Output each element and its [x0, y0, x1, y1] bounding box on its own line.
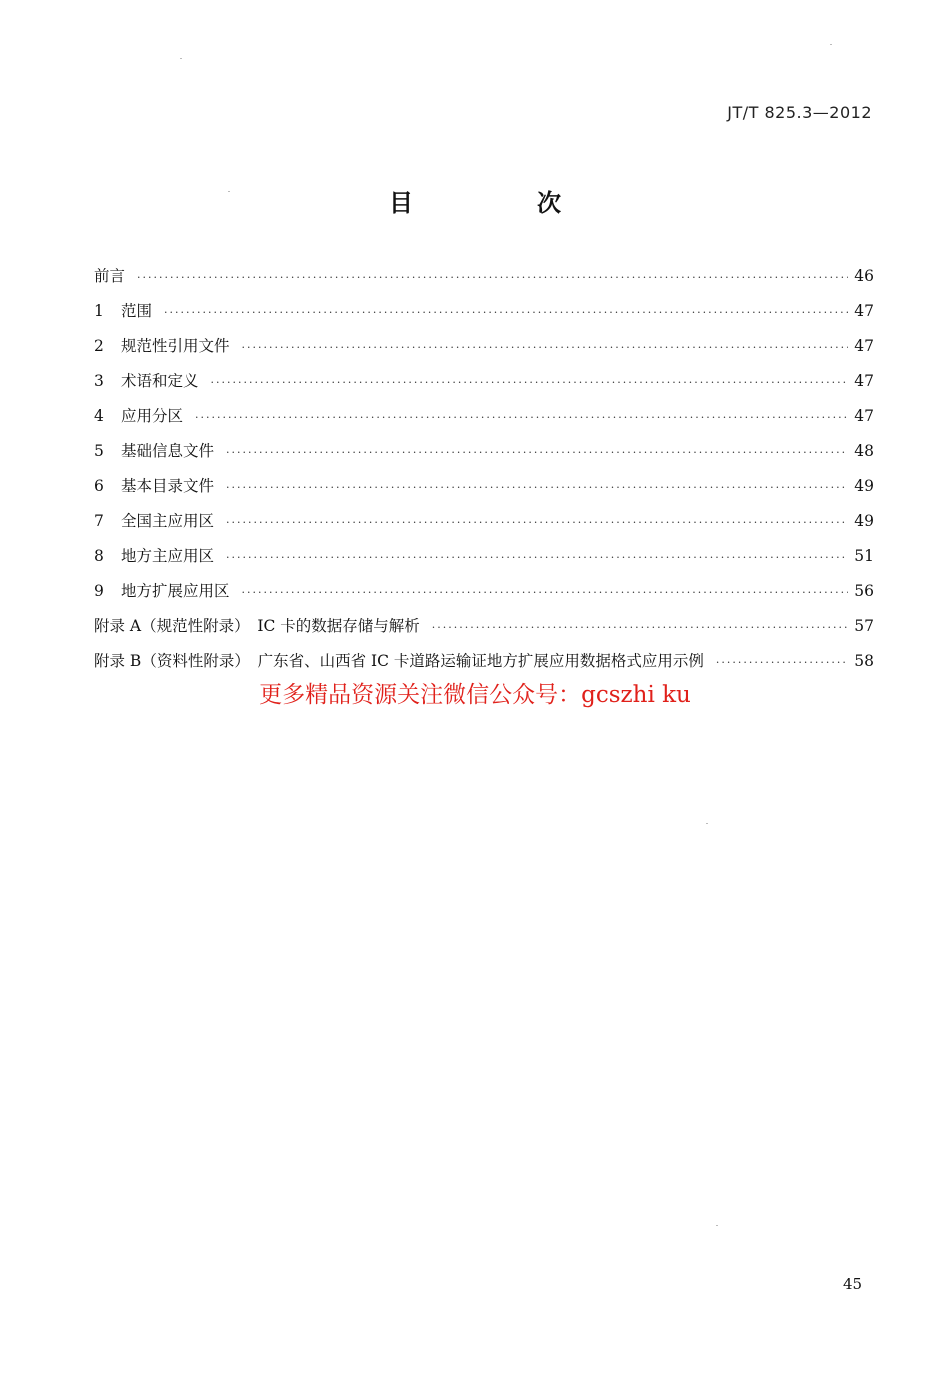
toc-leader-dots	[242, 586, 848, 599]
toc-label: 术语和定义	[121, 372, 199, 390]
scan-speck	[830, 44, 832, 45]
promo-banner-text: 更多精品资源关注微信公众号：gcszhi ku	[259, 682, 691, 708]
toc-entry-3[interactable]	[94, 369, 874, 404]
table-of-contents	[94, 264, 874, 684]
toc-entry-5[interactable]	[94, 439, 874, 474]
page-title: 目 次	[389, 189, 611, 217]
toc-label: 基本目录文件	[121, 477, 215, 495]
toc-page-number: 58	[854, 652, 874, 670]
toc-leader-dots	[432, 621, 848, 634]
toc-entry-foreword[interactable]	[94, 264, 874, 299]
toc-page-number: 48	[854, 442, 874, 460]
toc-section-number: 8	[94, 547, 104, 565]
toc-section-number: 3	[94, 372, 104, 390]
toc-entry-4[interactable]	[94, 404, 874, 439]
scan-speck	[228, 191, 230, 192]
toc-entry-2[interactable]	[94, 334, 874, 369]
toc-section-number: 2	[94, 337, 104, 355]
toc-label: 全国主应用区	[121, 512, 215, 530]
toc-entry-8[interactable]	[94, 544, 874, 579]
toc-page-number: 47	[854, 407, 874, 425]
toc-page-number: 46	[854, 267, 874, 285]
toc-page-number: 57	[854, 617, 874, 635]
toc-label: 附录 B（资料性附录） 广东省、山西省 IC 卡道路运输证地方扩展应用数据格式应用示例	[94, 652, 704, 670]
toc-label: 地方主应用区	[121, 547, 215, 565]
toc-page-number: 51	[854, 547, 874, 565]
toc-leader-dots	[226, 551, 848, 564]
scan-speck	[706, 823, 708, 824]
toc-page-number: 56	[854, 582, 874, 600]
toc-section-number: 5	[94, 442, 104, 460]
scan-speck	[716, 1225, 718, 1226]
toc-page-number: 49	[854, 477, 874, 495]
toc-leader-dots	[226, 481, 848, 494]
toc-label: 前言	[94, 267, 126, 285]
toc-entry-9[interactable]	[94, 579, 874, 614]
toc-section-number: 6	[94, 477, 104, 495]
toc-page-number: 47	[854, 337, 874, 355]
toc-entry-appendix-a[interactable]	[94, 614, 874, 649]
scan-speck	[180, 58, 182, 59]
page-number: 45	[843, 1275, 863, 1293]
toc-leader-dots	[211, 376, 848, 389]
toc-page-number: 47	[854, 372, 874, 390]
toc-entry-7[interactable]	[94, 509, 874, 544]
toc-leader-dots	[164, 306, 848, 319]
standard-code: JT/T 825.3—2012	[727, 103, 872, 122]
toc-leader-dots	[242, 341, 848, 354]
toc-leader-dots	[716, 656, 848, 669]
toc-page-number: 49	[854, 512, 874, 530]
toc-page-number: 47	[854, 302, 874, 320]
toc-label: 应用分区	[121, 407, 184, 425]
toc-section-number: 7	[94, 512, 104, 530]
toc-section-number: 4	[94, 407, 104, 425]
toc-label: 附录 A（规范性附录） IC 卡的数据存储与解析	[94, 617, 420, 635]
toc-entry-1[interactable]	[94, 299, 874, 334]
toc-label: 基础信息文件	[121, 442, 215, 460]
toc-section-number: 1	[94, 302, 104, 320]
toc-section-number: 9	[94, 582, 104, 600]
toc-leader-dots	[137, 271, 848, 284]
toc-leader-dots	[195, 411, 848, 424]
toc-entry-6[interactable]	[94, 474, 874, 509]
toc-label: 地方扩展应用区	[121, 582, 230, 600]
toc-leader-dots	[226, 446, 848, 459]
toc-leader-dots	[226, 516, 848, 529]
toc-label: 范围	[121, 302, 153, 320]
toc-label: 规范性引用文件	[121, 337, 230, 355]
